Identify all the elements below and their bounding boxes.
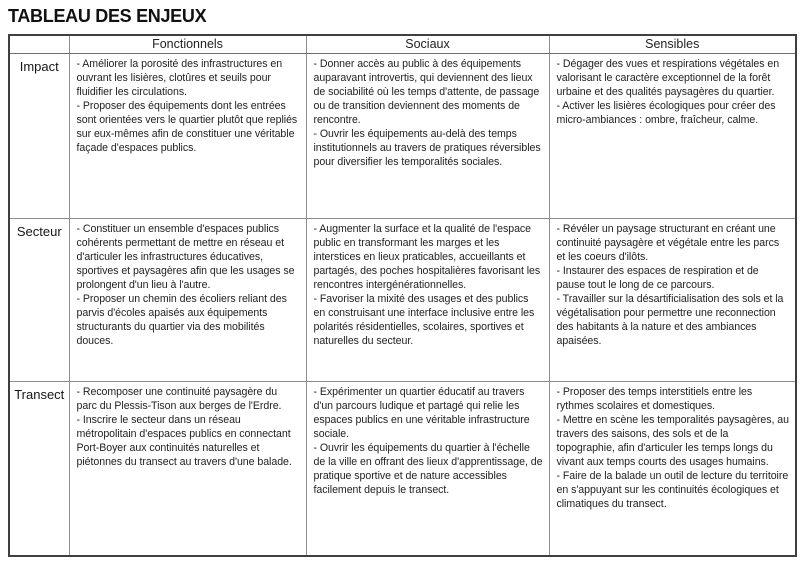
table-row-impact xyxy=(9,53,796,218)
cell-bullet-item: - Faire de la balade un outil de lecture du territoire en s'appuyant sur les continuités écologiques et climatiques du transect. xyxy=(556,469,789,511)
cell-secteur-sensibles xyxy=(549,218,796,381)
cell-transect-sociaux xyxy=(306,381,549,556)
corner-cell xyxy=(9,35,69,53)
row-label-transect: Transect xyxy=(9,381,69,556)
page-title: TABLEAU DES ENJEUX xyxy=(8,6,207,26)
cell-bullet-item: - Ouvrir les équipements du quartier à l'échelle de la ville en offrant des lieux d'apprentissage, de pratique sportive et de nature accessibles facilement depuis le transect. xyxy=(313,441,543,497)
row-label-impact: Impact xyxy=(9,53,69,218)
cell-bullet-item: - Proposer des équipements dont les entrées sont orientées vers le quartier plutôt que repliés sur eux-mêmes afin de constituer une véritable façade d'espaces publics. xyxy=(76,99,298,154)
cell-bullet-item: - Donner accès au public à des équipements auparavant introvertis, qui deviennent des lieux de sociabilité où les temps d'attente, de passage ou de transition deviennent des moments de rencontre. xyxy=(313,57,540,126)
row-label-secteur: Secteur xyxy=(9,218,69,381)
column-header-sensibles: Sensibles xyxy=(549,35,796,53)
cell-bullet-item: - Révéler un paysage structurant en créant une continuité paysagère et végétale entre les parcs et les coeurs d'ilôts. xyxy=(556,222,780,263)
cell-bullet-item: - Activer les lisières écologiques pour créer des micro-ambiances : ombre, fraîcheur, calme. xyxy=(556,99,776,126)
cell-bullet-item: - Inscrire le secteur dans un réseau métropolitain d'espaces publics en connectant Port-Boyer aux continuités naturelles et piétonnes du transect au travers d'une balade. xyxy=(76,413,292,468)
cell-bullet-item: - Proposer un chemin des écoliers reliant des parvis d'écoles apaisés aux équipements structurants du quartier via des mobilités douces. xyxy=(76,292,287,348)
cell-secteur-fonctionnels xyxy=(69,218,306,381)
cell-impact-sensibles xyxy=(549,53,796,218)
column-header-fonctionnels: Fonctionnels xyxy=(69,35,306,53)
table-row-transect xyxy=(9,381,796,556)
cell-secteur-sociaux xyxy=(306,218,549,381)
cell-transect-sensibles xyxy=(549,381,796,556)
cell-bullet-item: - Constituer un ensemble d'espaces publics cohérents permettant de mettre en réseau et d'articuler les infrastructures éducatives, sportives et paysagères afin que les usages se prolongent d'un lieu à l'autre. xyxy=(76,222,295,291)
cell-bullet-item: - Expérimenter un quartier éducatif au travers d'un parcours ludique et partagé qui relie les espaces publics en une véritable infrastructure sociale. xyxy=(313,385,530,440)
table-row-secteur xyxy=(9,218,796,381)
column-header-sociaux: Sociaux xyxy=(306,35,549,53)
enjeux-table xyxy=(8,34,797,557)
cell-bullet-item: - Travailler sur la désartificialisation des sols et la végétalisation pour permettre une reconnection des habitants à la nature et des ambiances apaisées. xyxy=(556,292,784,348)
cell-bullet-item: - Favoriser la mixité des usages et des publics en construisant une interface inclusive entre les polarités résidentielles, scolaires, sportives et naturelles du secteur. xyxy=(313,292,535,348)
cell-bullet-item: - Dégager des vues et respirations végétales en valorisant le caractère exceptionnel de la forêt urbaine et des qualités paysagères du quartier. xyxy=(556,57,780,98)
cell-bullet-item: - Mettre en scène les temporalités paysagères, au travers des saisons, des sols et de la topographie, afin d'articuler les temps longs du vivant aux temps courts des usages humains. xyxy=(556,413,789,468)
cell-bullet-item: - Augmenter la surface et la qualité de l'espace public en transformant les marges et les interstices en lieux praticables, accueillants et partagés, des poches hospitalières favorisant les rencontres intergénérationnelles. xyxy=(313,222,541,291)
cell-bullet-item: - Recomposer une continuité paysagère du parc du Plessis-Tison aux berges de l'Erdre. xyxy=(76,385,282,412)
cell-bullet-item: - Améliorer la porosité des infrastructures en ouvrant les lisières, clotûres et seuils pour fluidifier les circulations. xyxy=(76,57,283,98)
cell-impact-fonctionnels xyxy=(69,53,306,218)
cell-bullet-item: - Ouvrir les équipements au-delà des temps institutionnels au travers de pratiques réversibles pour diversifier les temporalités sociales. xyxy=(313,127,541,169)
cell-impact-sociaux xyxy=(306,53,549,218)
table-header-row xyxy=(9,35,796,53)
cell-transect-fonctionnels xyxy=(69,381,306,556)
cell-bullet-item: - Proposer des temps interstitiels entre les rythmes scolaires et domestiques. xyxy=(556,385,753,412)
cell-bullet-item: - Instaurer des espaces de respiration et de pause tout le long de ce parcours. xyxy=(556,264,759,291)
